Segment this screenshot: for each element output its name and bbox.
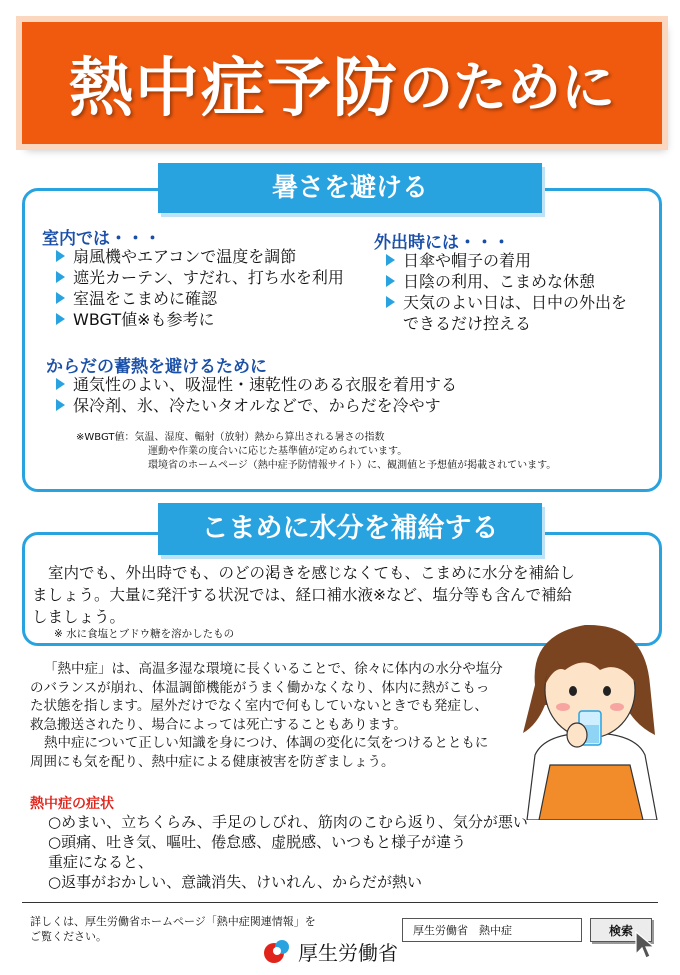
wbgt-note: ※WBGT値：気温、湿度、輻射（放射）熱から算出される暑さの指数 運動や作業の度合いに応じた基準値が定められています。 環境省のホームページ（熱中症予防情報サイト）に、観測値と予想値が掲載されています。 (76, 432, 557, 471)
outdoor-heading: 外出時には・・・ (374, 233, 510, 253)
triangle-bullet-icon (56, 378, 65, 390)
hydration-text: 室内でも、外出時でも、のどの渇きを感じなくても、こまめに水分を補給し ましょう。大量に発汗する状況では、経口補水液※など、塩分等も含んで補給 しましょう。 (32, 564, 576, 626)
triangle-bullet-icon (56, 250, 65, 262)
title-banner (22, 22, 662, 144)
list-item: 日陰の利用、こまめな休憩 (386, 271, 656, 292)
footer-divider (22, 902, 658, 903)
heatstroke-explanation: 「熱中症」は、高温多湿な環境に長くいることで、徐々に体内の水分や塩分 のバランスが崩れ、体温調節機能がうまく働かなくなり、体内に熱がこもっ た状態を指します。屋外だけでなく室内で何もしていないときでも発症し、 救急搬送されたり、場合によっては死亡することもあります。 熱中症について正しい知識を身につけ、体調の変化に気をつけるとともに 周囲にも気を配り、熱中症による健康被害を防ぎましょう。 (30, 661, 503, 770)
triangle-bullet-icon (386, 275, 395, 287)
search-button[interactable]: 検索 (590, 918, 652, 942)
woman-drinking-illustration (505, 615, 675, 820)
symptoms-heading: 熱中症の症状 (30, 796, 114, 812)
page-title-suffix: のために (399, 55, 615, 119)
list-item: 通気性のよい、吸湿性・速乾性のある衣服を着用する (56, 374, 646, 395)
symptoms-list (48, 812, 648, 892)
list-item-continuation: できるだけ控える (403, 314, 532, 333)
hydration-note: ※ 水に食塩とブドウ糖を溶かしたもの (54, 628, 235, 640)
ministry-name: 厚生労働省 (298, 940, 398, 965)
page-title: 熱中症予防 (69, 52, 399, 126)
hydration-header: こまめに水分を補給する (158, 503, 542, 555)
triangle-bullet-icon (56, 399, 65, 411)
cursor-icon (634, 930, 660, 960)
outdoor-list (386, 250, 656, 334)
body-heat-heading: からだの蓄熱を避けるために (46, 357, 267, 377)
triangle-bullet-icon (386, 296, 395, 308)
list-item: 天気のよい日は、日中の外出を (386, 292, 656, 313)
ministry-logo (262, 935, 398, 967)
list-item: 室温をこまめに確認 (56, 288, 376, 309)
avoid-heat-header: 暑さを避ける (158, 163, 542, 213)
list-item: WBGT値※も参考に (56, 309, 376, 330)
footer-info: 詳しくは、厚生労働省ホームページ「熱中症関連情報」を ご覧ください。 (30, 915, 316, 943)
search-input[interactable]: 厚生労働省 熱中症 (402, 918, 582, 942)
symptom-line: ○めまい、立ちくらみ、手足のしびれ、筋肉のこむら返り、気分が悪い (48, 813, 528, 831)
list-item: 遮光カーテン、すだれ、打ち水を利用 (56, 267, 376, 288)
list-item: 日傘や帽子の着用 (386, 250, 656, 271)
triangle-bullet-icon (56, 271, 65, 283)
triangle-bullet-icon (56, 292, 65, 304)
list-item: 保冷剤、氷、冷たいタオルなどで、からだを冷やす (56, 395, 646, 416)
symptom-line: ○頭痛、吐き気、嘔吐、倦怠感、虚脱感、いつもと様子が違う (48, 833, 467, 851)
triangle-bullet-icon (56, 313, 65, 325)
symptom-line: 重症になると、 (48, 853, 154, 871)
ministry-logo-icon (262, 935, 292, 967)
symptom-line: ○返事がおかしい、意識消失、けいれん、からだが熱い (48, 873, 422, 891)
indoor-heading: 室内では・・・ (42, 229, 161, 249)
body-heat-list (56, 374, 646, 416)
list-item: 扇風機やエアコンで温度を調節 (56, 246, 376, 267)
indoor-list (56, 246, 376, 330)
triangle-bullet-icon (386, 254, 395, 266)
